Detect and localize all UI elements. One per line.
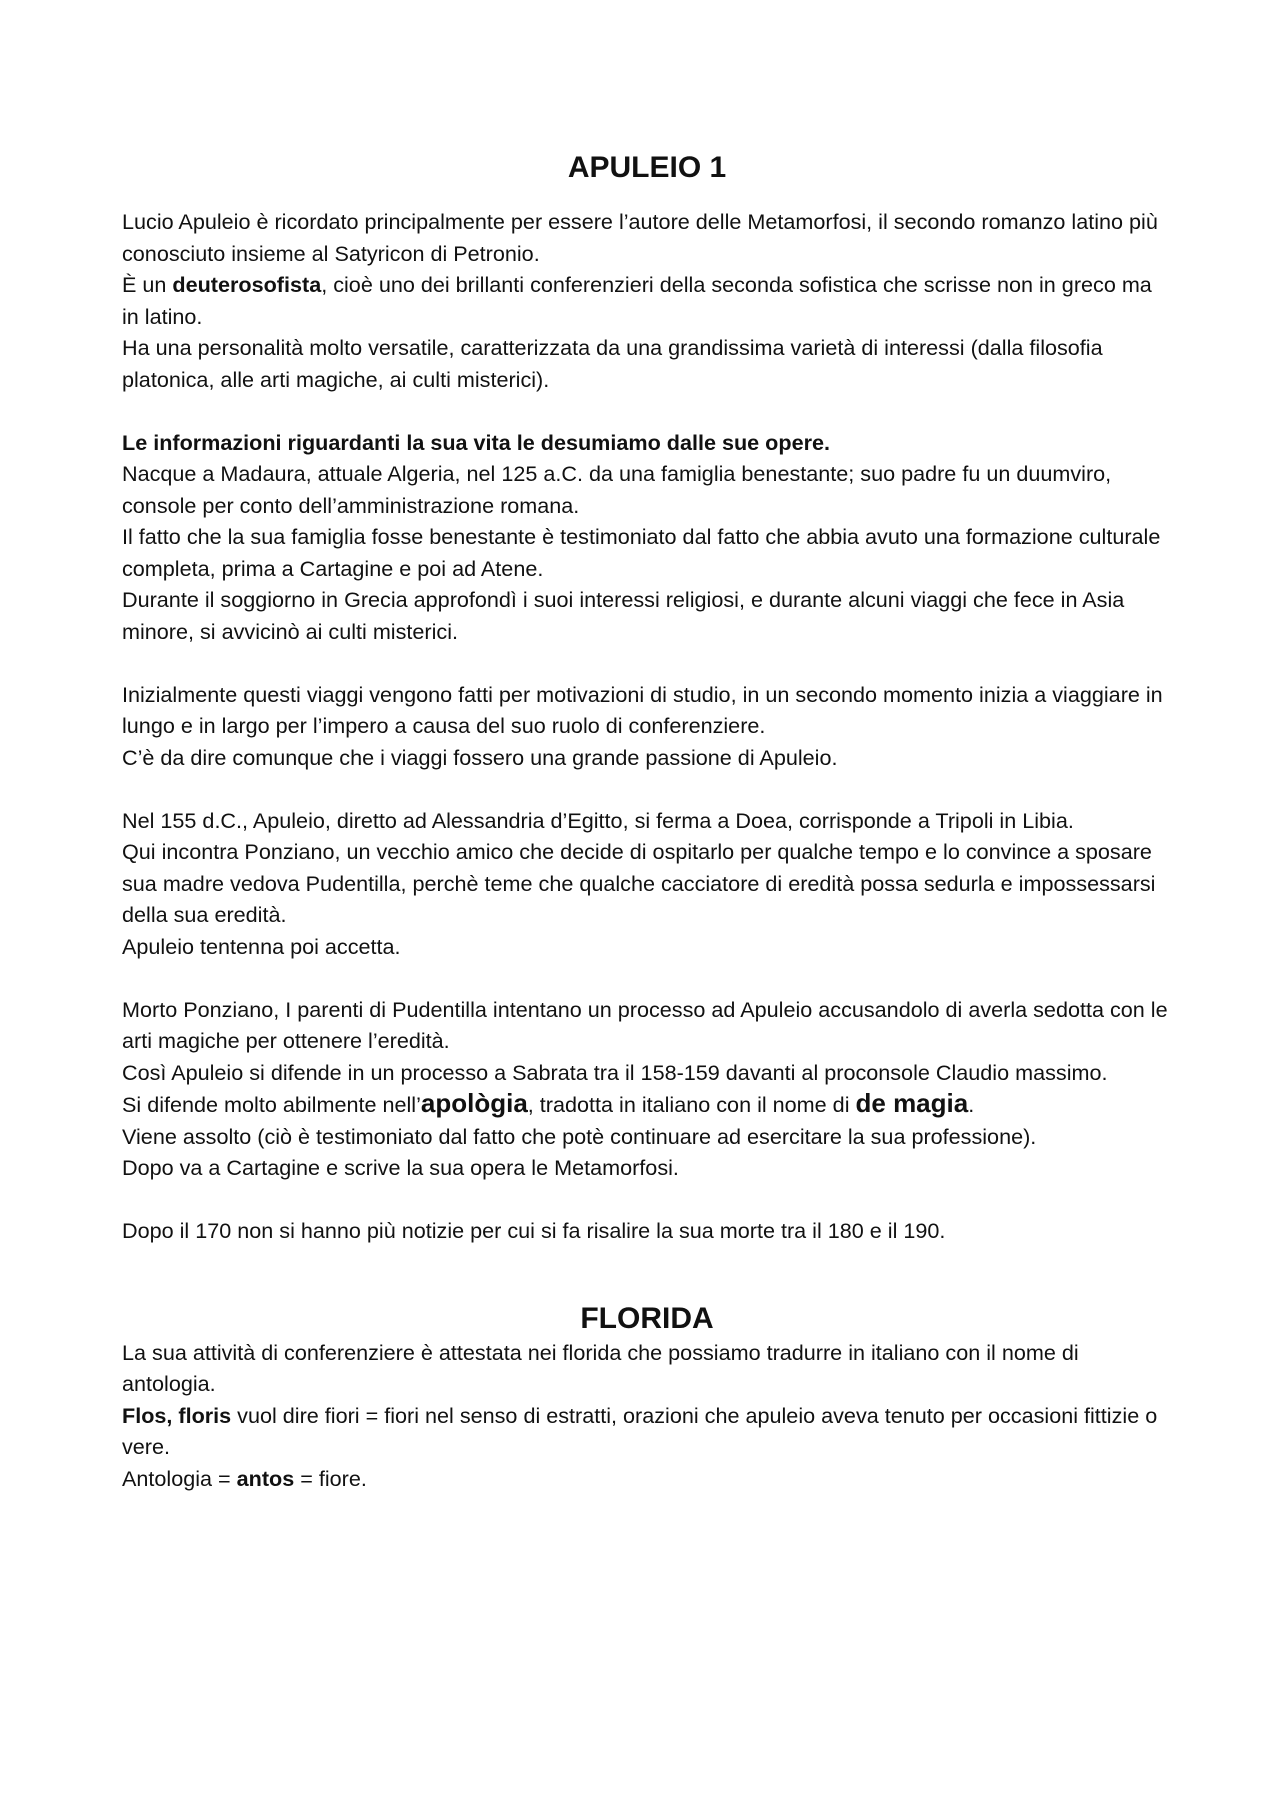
text: Antologia =	[122, 1465, 237, 1491]
paragraph-life-1: Nacque a Madaura, attuale Algeria, nel 125 a.C. da una famiglia benestante; suo padre fu un duumviro, console per conto dell’amministrazione romana.	[122, 461, 1112, 518]
spacer	[122, 647, 1172, 679]
bold-term-antos: antos	[236, 1465, 295, 1491]
section-heading-life	[122, 427, 1172, 459]
text: , tradotta in italiano con il nome di	[527, 1092, 856, 1117]
bold-heading: Le informazioni riguardanti la sua vita le desumiamo dalle sue opere.	[122, 429, 830, 455]
paragraph-marriage-1: Nel 155 d.C., Apuleio, diretto ad Alessandria d’Egitto, si ferma a Doea, corrisponde a Tripoli in Libia.	[122, 807, 1074, 833]
spacer	[122, 395, 1172, 427]
paragraph-travel-1: Inizialmente questi viaggi vengono fatti per motivazioni di studio, in un secondo momento inizia a viaggiare in lungo e in largo per l’impero a causa del suo ruolo di conferenziere.	[122, 681, 1163, 738]
paragraph-trial-2: Così Apuleio si difende in un processo a Sabrata tra il 158-159 davanti al proconsole Claudio massimo.	[122, 1059, 1108, 1085]
spacer	[122, 1184, 1172, 1216]
bold-term-flos-floris: Flos, floris	[122, 1402, 232, 1428]
paragraph-life-2: Il fatto che la sua famiglia fosse benestante è testimoniato dal fatto che abbia avuto una formazione culturale completa, prima a Cartagine e poi ad Atene.	[122, 524, 1161, 581]
page-title: APULEIO 1	[567, 151, 727, 184]
text: Si difende molto abilmente nell’	[122, 1092, 421, 1117]
bold-term-de-magia: de magia	[855, 1088, 969, 1118]
paragraph-trial-4: Viene assolto (ciò è testimoniato dal fatto che potè continuare ad esercitare la sua professione).	[122, 1123, 1037, 1149]
paragraph-life-3: Durante il soggiorno in Grecia approfondì i suoi interessi religiosi, e durante alcuni viaggi che fece in Asia minore, si avvicinò ai culti misterici.	[122, 587, 1125, 644]
paragraph-florida-1: La sua attività di conferenziere è attestata nei florida che possiamo tradurre in italiano con il nome di antologia.	[122, 1339, 1079, 1396]
paragraph-marriage-3: Apuleio tentenna poi accetta.	[122, 933, 401, 959]
paragraph-intro-2	[122, 269, 1172, 332]
bold-term-deuterosofista: deuterosofista	[172, 272, 322, 297]
bold-term-apologia: apològia	[420, 1088, 528, 1118]
paragraph-trial-5: Dopo va a Cartagine e scrive la sua opera le Metamorfosi.	[122, 1155, 679, 1180]
spacer	[122, 962, 1172, 994]
text: = fiore.	[294, 1465, 367, 1491]
text: È un	[122, 272, 173, 297]
paragraph-travel-2: C’è da dire comunque che i viaggi fossero una grande passione di Apuleio.	[122, 744, 838, 770]
paragraph-marriage-2: Qui incontra Ponziano, un vecchio amico che decide di ospitarlo per qualche tempo e lo convince a sposare sua madre vedova Pudentilla, perchè teme che qualche cacciatore di eredità possa sedurla e impossessarsi della sua eredità.	[122, 839, 1156, 927]
paragraph-death: Dopo il 170 non si hanno più notizie per cui si fa risalire la sua morte tra il 180 e il 190.	[122, 1218, 946, 1243]
paragraph-trial-3	[122, 1088, 1172, 1121]
text: vuol dire fiori = fiori nel senso di estratti, orazioni che apuleio aveva tenuto per occasioni fittizie o vere.	[122, 1402, 1158, 1459]
paragraph-trial-1: Morto Ponziano, I parenti di Pudentilla intentano un processo ad Apuleio accusandolo di averla sedotta con le arti magiche per ottenere l’eredità.	[122, 996, 1168, 1053]
paragraph-intro-3: Ha una personalità molto versatile, caratterizzata da una grandissima varietà di interessi (dalla filosofia platonica, alle arti magiche, ai culti misterici).	[122, 335, 1103, 392]
section-title-florida: FLORIDA	[580, 1301, 714, 1335]
text: .	[968, 1092, 975, 1117]
text: , cioè uno dei brillanti conferenzieri della seconda sofistica che scrisse non in greco ma in latino.	[122, 272, 1152, 329]
paragraph-florida-2	[122, 1400, 1172, 1463]
paragraph-intro-1: Lucio Apuleio è ricordato principalmente per essere l’autore delle Metamorfosi, il secondo romanzo latino più conosciuto insieme al Satyricon di Petronio.	[122, 209, 1158, 266]
document-page	[122, 150, 1172, 1494]
paragraph-florida-3	[122, 1463, 1172, 1495]
spacer	[122, 773, 1172, 805]
